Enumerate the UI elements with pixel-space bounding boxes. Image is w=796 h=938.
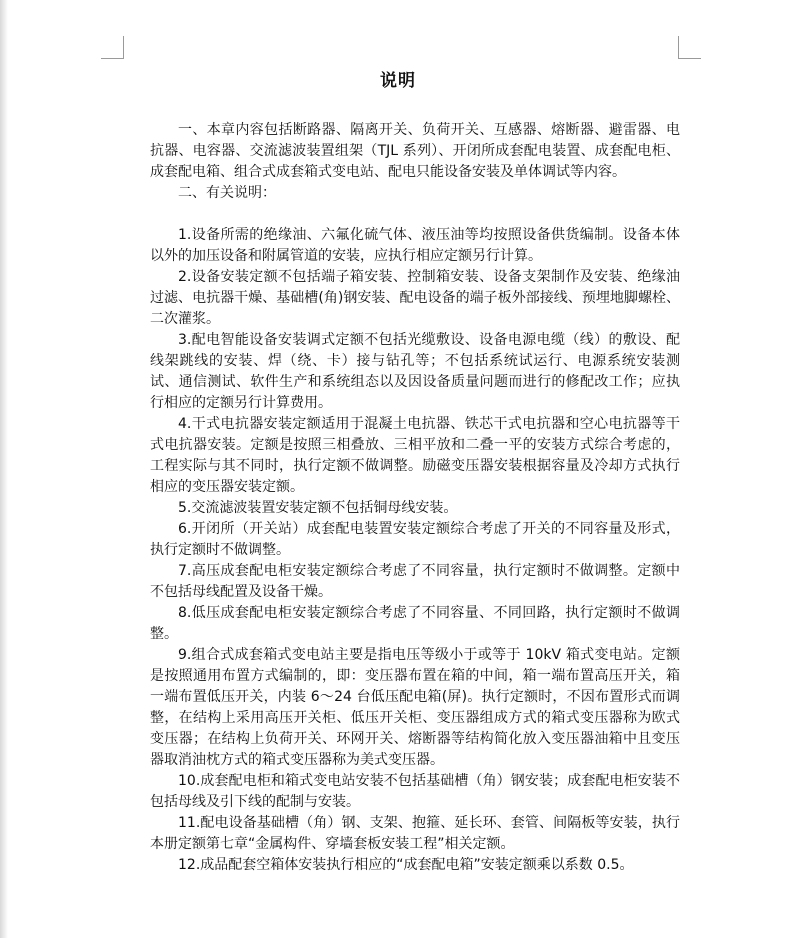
note-item-8: 8.低压成套配电柜安装定额综合考虑了不同容量、不同回路，执行定额时不做调整。 xyxy=(150,605,680,642)
note-item-7: 7.高压成套配电柜安装定额综合考虑了不同容量，执行定额时不做调整。定额中不包括母线配置及设备干燥。 xyxy=(150,563,680,600)
note-item-2: 2.设备安装定额不包括端子箱安装、控制箱安装、设备支架制作及安装、绝缘油过滤、电抗器干燥、基础槽(角)钢安装、配电设备的端子板外部接线、预埋地脚螺栓、二次灌浆。 xyxy=(150,269,680,327)
paragraph-scope: 一、本章内容包括断路器、隔离开关、负荷开关、互感器、熔断器、避雷器、电抗器、电容器、交流滤波装置组架（TJL 系列）、开闭所成套配电装置、成套配电柜、成套配电箱、组合式成套箱式变电站、配电只能设备安装及单体调试等内容。 xyxy=(150,122,680,180)
note-item-1: 1.设备所需的绝缘油、六氟化硫气体、液压油等均按照设备供货编制。设备本体以外的加压设备和附属管道的安装，应执行相应定额另行计算。 xyxy=(150,227,680,264)
margin-marker-top-right xyxy=(678,36,701,59)
note-item-9: 9.组合式成套箱式变电站主要是指电压等级小于或等于 10kV 箱式变电站。定额是按照通用布置方式编制的，即：变压器布置在箱的中间，箱一端布置高压开关，箱一端布置低压开关，内装 6～24 台低压配电箱(屏)。执行定额时，不因布置形式而调整，在结构上采用高压开关柜、低压开关柜、变压器组成方式的箱式变压器称为欧式变压器；在结构上负荷开关、环网开关、熔断器等结构简化放入变压器油箱中且变压器取消油枕方式的箱式变压器称为美式变压器。 xyxy=(150,647,680,768)
margin-marker-top-left xyxy=(101,36,124,59)
note-item-10: 10.成套配电柜和箱式变电站安装不包括基础槽（角）钢安装；成套配电柜安装不包括母线及引下线的配制与安装。 xyxy=(150,773,680,810)
page-shadow xyxy=(0,0,8,938)
document-body xyxy=(150,120,680,876)
note-item-11: 11.配电设备基础槽（角）钢、支架、抱箍、延长环、套管、间隔板等安装，执行本册定额第七章“金属构件、穿墙套板安装工程”相关定额。 xyxy=(150,815,680,852)
note-item-4: 4.干式电抗器安装定额适用于混凝土电抗器、铁芯干式电抗器和空心电抗器等干式电抗器安装。定额是按照三相叠放、三相平放和二叠一平的安装方式综合考虑的，工程实际与其不同时，执行定额不做调整。励磁变压器安装根据容量及冷却方式执行相应的变压器安装定额。 xyxy=(150,416,680,495)
note-item-3: 3.配电智能设备安装调式定额不包括光缆敷设、设备电源电缆（线）的敷设、配线架跳线的安装、焊（绕、卡）接与钻孔等；不包括系统试运行、电源系统安装测试、通信测试、软件生产和系统组态以及因设备质量问题而进行的修配改工作；应执行相应的定额另行计算费用。 xyxy=(150,332,680,411)
note-item-12: 12.成品配套空箱体安装执行相应的“成套配电箱”安装定额乘以系数 0.5。 xyxy=(178,857,634,873)
paragraph-notes-heading: 二、有关说明： xyxy=(178,185,276,201)
note-item-5: 5.交流滤波装置安装定额不包括铜母线安装。 xyxy=(178,500,458,516)
document-title: 说明 xyxy=(380,71,416,91)
note-item-6: 6.开闭所（开关站）成套配电装置安装定额综合考虑了开关的不同容量及形式，执行定额时不做调整。 xyxy=(150,521,680,558)
